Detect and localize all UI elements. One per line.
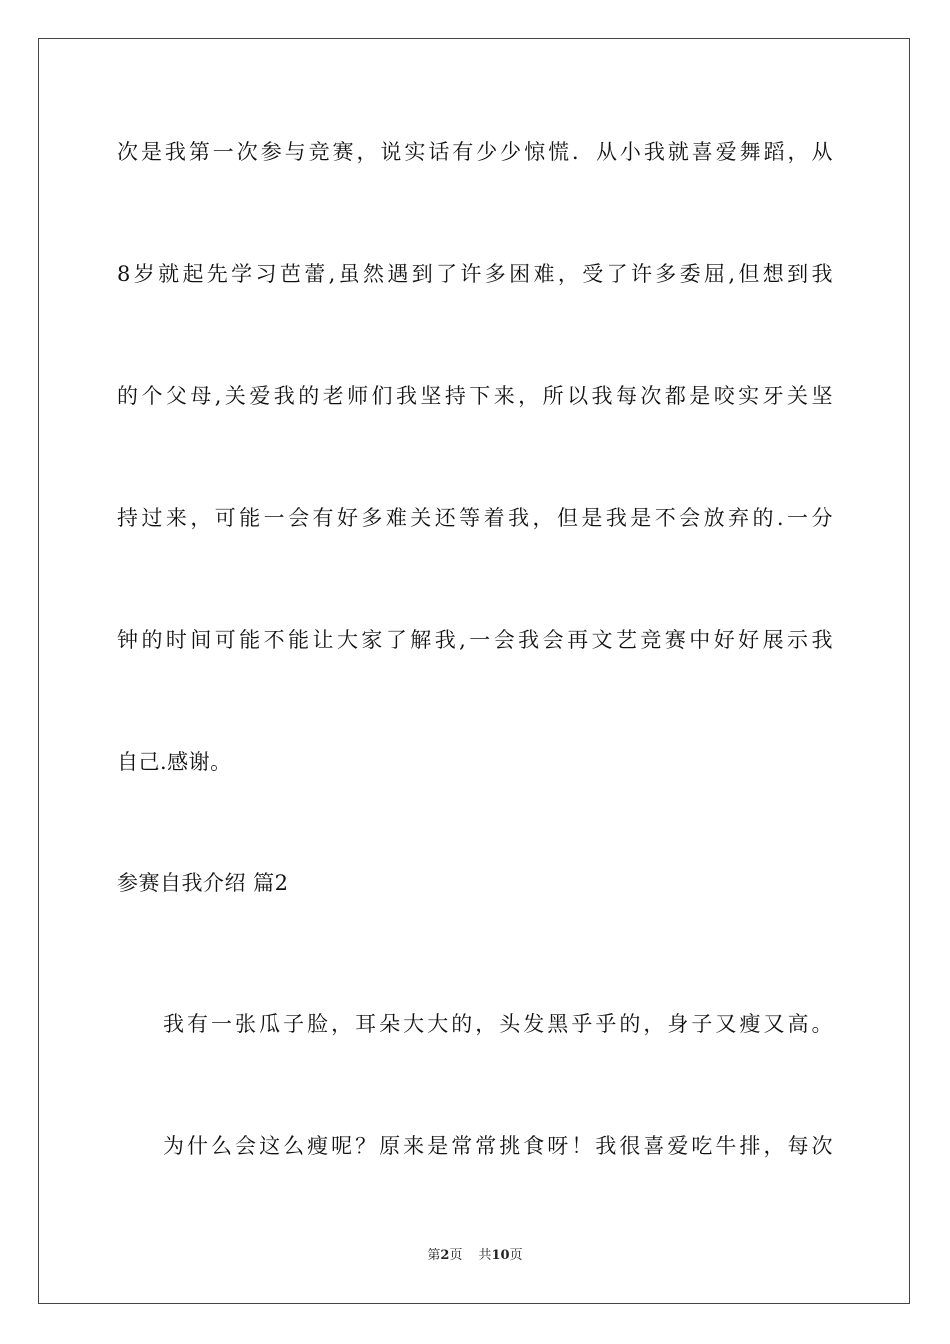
section-line-1: 我有一张瓜子脸，耳朵大大的，头发黑乎乎的，身子又瘦又高。	[163, 1012, 833, 1036]
page-border	[38, 38, 910, 1304]
paragraph-line-2: 8岁就起先学习芭蕾,虽然遇到了许多困难，受了许多委屈,但想到我	[117, 262, 833, 286]
paragraph-line-4: 持过来，可能一会有好多难关还等着我，但是我是不会放弃的.一分	[117, 506, 833, 530]
footer-page-suffix: 页	[449, 1248, 463, 1263]
paragraph-line-6: 自己.感谢。	[117, 750, 232, 774]
footer-page-number: 2	[440, 1248, 450, 1263]
footer-total-pages: 10	[491, 1248, 510, 1263]
footer-total-suffix: 页	[509, 1248, 523, 1263]
paragraph-line-3: 的个父母,关爱我的老师们我坚持下来，所以我每次都是咬实牙关坚	[117, 384, 833, 408]
page-footer	[0, 1246, 950, 1266]
section-heading: 参赛自我介绍 篇2	[117, 871, 289, 895]
section-line-2: 为什么会这么瘦呢？原来是常常挑食呀！我很喜爱吃牛排，每次	[163, 1134, 833, 1158]
footer-page-prefix: 第	[427, 1248, 441, 1263]
footer-total-prefix: 共	[478, 1248, 492, 1263]
paragraph-line-5: 钟的时间可能不能让大家了解我,一会我会再文艺竞赛中好好展示我	[117, 628, 833, 652]
paragraph-line-1: 次是我第一次参与竞赛，说实话有少少惊慌．从小我就喜爱舞蹈，从	[117, 140, 833, 164]
